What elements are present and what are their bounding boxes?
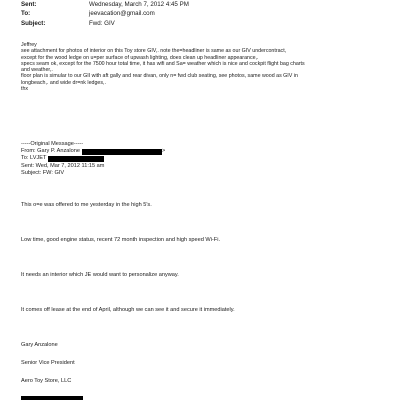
greeting: Jeffrey [21, 42, 37, 48]
message-line: floor plan is simular to our GII with aft gally and rear divan, only n= fwd club seating, see photos, same wood as GIV in [21, 73, 298, 80]
forwarded-subject: Subject: FW: GIV [21, 169, 65, 176]
forwarded-from-trail: > [161, 148, 166, 155]
redaction-bar [82, 149, 162, 155]
message-line: and weather,. [21, 67, 53, 74]
message-body [21, 42, 305, 92]
message-line: except for the wood ledge on u=per surface of upwash lighting, does clean up headliner appearance,. [21, 54, 259, 61]
forwarded-to: To: LVJET [21, 155, 47, 162]
header-to-row [21, 10, 155, 18]
signature-title: Senior Vice President [21, 360, 75, 366]
message-line: longbeach,. and wide dr=nk ledges,. [21, 79, 106, 86]
redaction-bar [21, 396, 83, 400]
subject-value: Fwd: GIV [89, 20, 115, 27]
message-line: see attachment for photos of interior on this Toy store GIV,. note the=headliner is same as our GIV undercontract, [21, 48, 287, 55]
sent-value: Wednesday, March 7, 2012 4:45 PM [89, 1, 189, 8]
body-paragraph-4: It comes off lease at the end of April, although we can see it and secure it immediately. [21, 307, 235, 313]
header-subject-row [21, 20, 115, 28]
forwarded-from: From: Gary P. Anzalone [21, 148, 80, 155]
redaction-bar [48, 156, 104, 162]
message-line: thx [21, 86, 29, 93]
signature-company: Aero Toy Store, LLC [21, 378, 72, 384]
original-message-separator: -----Original Message----- [21, 141, 84, 147]
to-value: jeevacation@gmail.com [89, 10, 155, 17]
body-paragraph-3: It needs an interior which JE would want to personalize anyway. [21, 272, 179, 278]
body-paragraph-1: This o=e was offered to me yesterday in the high 5's. [21, 202, 152, 208]
message-line: specs seam ok, except for the 7500 hour total time, it has wifi and Sa= weather which is nice and cockpit flight bag charts [21, 60, 305, 67]
forwarded-sent: Sent: Wed, Mar 7, 2012 11:15 am [21, 162, 105, 169]
signature-name: Gary Anzalone [21, 342, 58, 348]
forwarded-from-row [21, 148, 165, 155]
to-label: To: [21, 10, 31, 17]
body-paragraph-2: Low time, good engine status, recent 72 month inspection and high speed Wi-Fi. [21, 237, 221, 243]
forwarded-to-row [21, 155, 165, 162]
header-sent-row [21, 1, 189, 9]
sent-label: Sent: [21, 1, 37, 8]
forwarded-header [21, 141, 165, 177]
subject-label: Subject: [21, 20, 46, 27]
